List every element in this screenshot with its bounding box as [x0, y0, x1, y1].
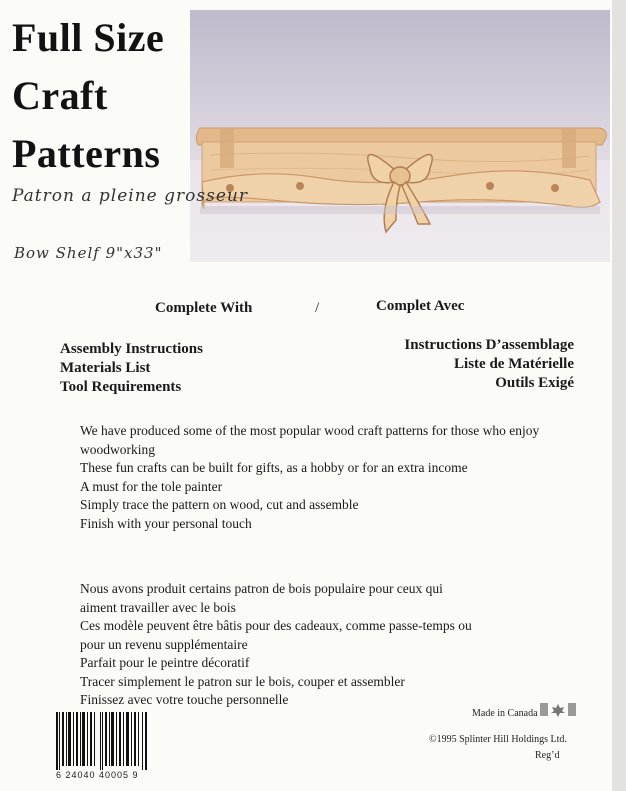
text-line: A must for the tole painter	[80, 478, 223, 494]
product-photo	[190, 10, 610, 262]
features-english	[60, 340, 203, 397]
feature-item: Tool Requirements	[60, 379, 182, 395]
barcode-number: 6 24040 40005 9	[56, 770, 139, 780]
features-french	[404, 336, 574, 393]
registered: Reg’d	[535, 750, 560, 761]
french-description	[80, 580, 472, 710]
text-line: These fun crafts can be built for gifts, as a hobby or for an extra income	[80, 460, 468, 475]
feature-item: Assembly Instructions	[60, 341, 203, 357]
text-line: aiment travailler avec le bois	[80, 599, 236, 615]
text-line: Tracer simplement le patron sur le bois, couper et assembler	[80, 673, 405, 689]
feature-item: Instructions D’assemblage	[404, 337, 574, 353]
english-description	[80, 422, 539, 533]
text-line: woodworking	[80, 441, 155, 457]
page-edge-shadow	[612, 0, 626, 791]
text-line: Finish with your personal touch	[80, 515, 252, 531]
complete-with-heading: Complete With	[155, 300, 253, 316]
heading-separator: /	[315, 300, 320, 316]
text-line: Simply trace the pattern on wood, cut and assemble	[80, 497, 359, 512]
text-line: Parfait pour le peintre décoratif	[80, 655, 250, 670]
maple-leaf-logo-icon	[540, 702, 576, 718]
title-line-2: Craft	[12, 73, 108, 118]
text-line: Finissez avec votre touche personnelle	[80, 692, 289, 707]
title-line-1: Full Size	[12, 15, 165, 60]
copyright: ©1995 Splinter Hill Holdings Ltd.	[429, 734, 567, 745]
feature-item: Liste de Matérielle	[454, 356, 574, 372]
title-line-3: Patterns	[12, 131, 161, 176]
text-line: Ces modèle peuvent être bâtis pour des cadeaux, comme passe-temps ou	[80, 618, 472, 633]
feature-item: Outils Exigé	[495, 375, 574, 391]
subtitle-script: Patron a pleine grosseur	[12, 186, 248, 206]
bow-shelf-illustration	[190, 10, 610, 262]
text-line: Nous avons produit certains patron de bois populaire pour ceux qui	[80, 581, 443, 596]
text-line: We have produced some of the most popular wood craft patterns for those who enjoy	[80, 423, 540, 438]
barcode-icon	[56, 712, 148, 774]
text-line: pour un revenu supplémentaire	[80, 636, 248, 652]
feature-item: Materials List	[60, 360, 151, 376]
product-name-script: Bow Shelf 9"x33"	[14, 244, 163, 262]
made-in-canada: Made in Canada	[472, 708, 538, 719]
complet-avec-heading: Complet Avec	[376, 298, 465, 314]
